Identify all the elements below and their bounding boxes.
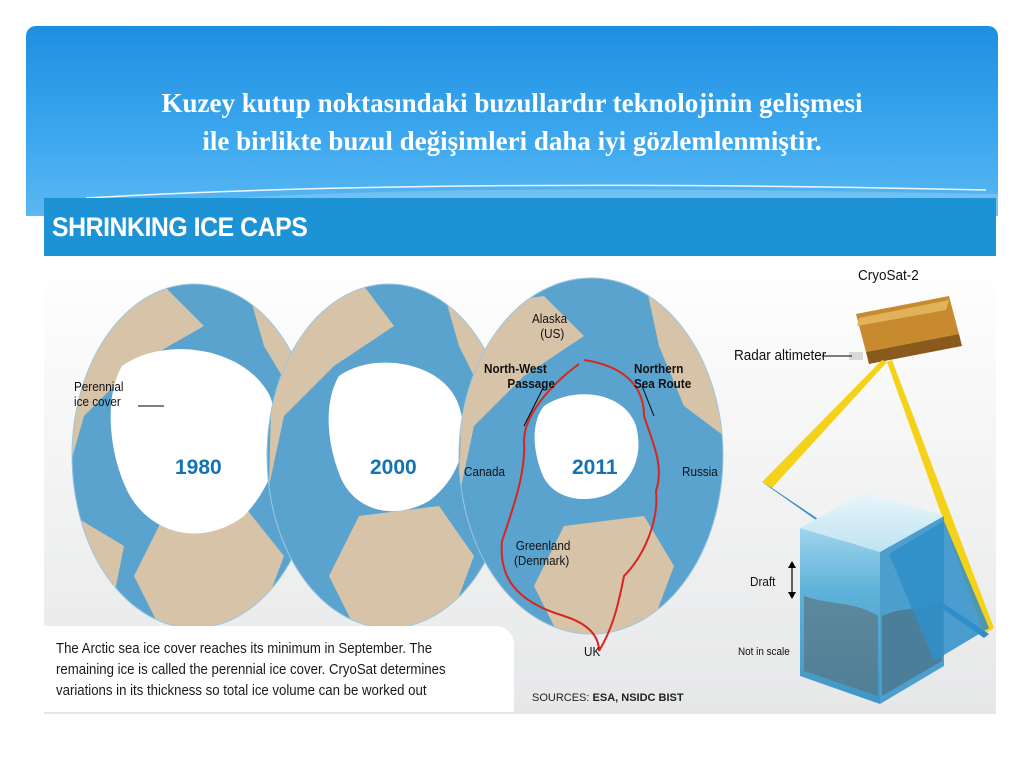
year-label-1980: 1980 [175,456,222,479]
draft-label: Draft [750,574,776,589]
radar-altimeter-label: Radar altimeter [734,347,827,364]
caption-line-3: variations in its thickness so total ice volume can be worked out [56,682,427,699]
canada-label: Canada [464,464,505,479]
sources-credit [532,692,684,704]
greenland-label [514,538,570,568]
cryosat-label: CryoSat-2 [858,267,919,284]
slide-title-line-2: ile birlikte buzul değişimleri daha iyi gözlemlenmiştir. [202,126,822,156]
north-west-label-line-1: North-West [484,361,547,376]
perennial-label-line-2: ice cover [74,394,121,409]
infographic-panel [44,198,996,714]
greenland-label-line-1: Greenland [515,538,571,553]
uk-label: UK [584,644,601,659]
caption-text [56,638,470,701]
cryosat-satellite [849,296,962,364]
sources-prefix: SOURCES: [532,692,590,704]
north-west-label-line-2: Passage [507,376,555,391]
alaska-label [532,311,567,341]
perennial-label [74,379,123,409]
radar-beam-left [762,360,887,488]
slide-title-line-1: Kuzey kutup noktasındaki buzullardır teknolojinin gelişmesi [161,88,863,118]
northern-sea-label-line-1: Northern [634,361,684,376]
north-west-passage-label [484,361,555,391]
caption-line-1: The Arctic sea ice cover reaches its minimum in September. The [56,640,433,657]
perennial-label-line-1: Perennial [74,379,124,394]
caption-line-2: remaining ice is called the perennial ice cover. CryoSat determines [56,661,446,678]
sources-value: ESA, NSIDC BIST [592,692,684,704]
northern-sea-label-line-2: Sea Route [634,376,692,391]
draft-arrow [788,561,796,599]
russia-label: Russia [682,464,718,479]
year-label-2000: 2000 [370,456,417,479]
greenland-label-line-2: (Denmark) [514,553,570,568]
northern-sea-route-label [634,361,691,391]
infographic-banner [44,198,996,256]
not-in-scale-label: Not in scale [738,646,790,658]
slide-title [40,84,984,160]
infographic-heading: SHRINKING ICE CAPS [52,212,308,242]
year-label-2011: 2011 [572,456,618,479]
alaska-label-line-1: Alaska [532,311,568,326]
alaska-label-line-2: (US) [540,326,565,341]
